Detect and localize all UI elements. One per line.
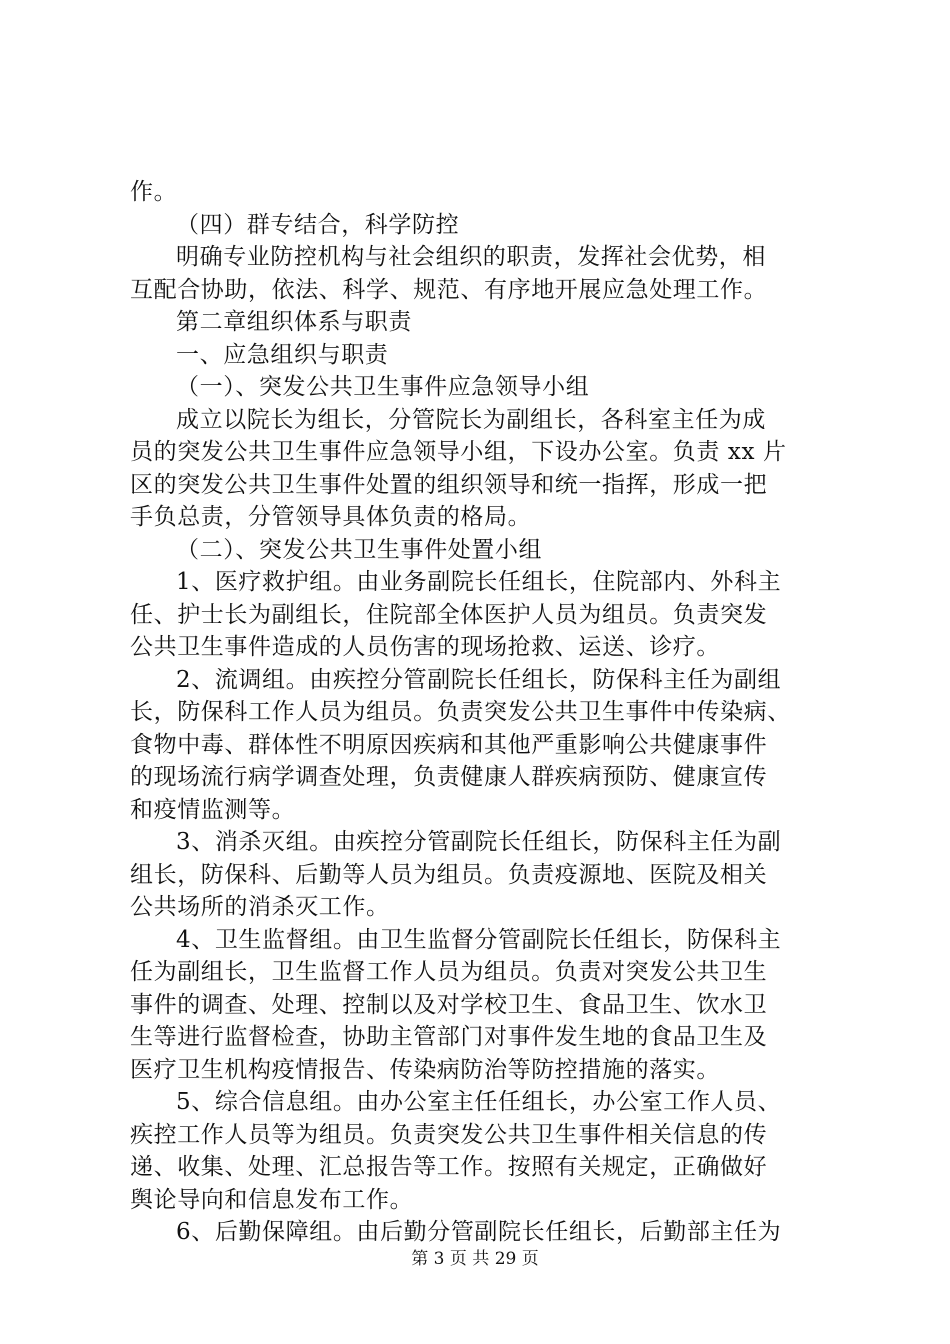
text-line: 成立以院长为组长，分管院长为副组长，各科室主任为成 xyxy=(176,406,766,433)
text-line: 和疫情监测等。 xyxy=(130,796,296,823)
text-line: 手负总责，分管领导具体负责的格局。 xyxy=(130,504,532,530)
text-line: 任为副组长，卫生监督工作人员为组员。负责对突发公共卫生 xyxy=(130,959,768,985)
text-line: 长，防保科工作人员为组员。负责突发公共卫生事件中传染病、 xyxy=(130,699,791,725)
document-body xyxy=(130,176,830,1249)
text-line: 食物中毒、群体性不明原因疾病和其他严重影响公共健康事件 xyxy=(130,731,768,758)
text-line: 公共场所的消杀灭工作。 xyxy=(130,894,390,920)
chapter-heading: 第二章组织体系与职责 xyxy=(176,309,412,335)
text-line: 互配合协助，依法、科学、规范、有序地开展应急处理工作。 xyxy=(130,276,768,303)
text-line: 组长，防保科、后勤等人员为组员。负责疫源地、医院及相关 xyxy=(130,861,768,888)
page-footer xyxy=(0,1244,950,1269)
page-number: 第 3 页 共 29 页 xyxy=(411,1249,539,1269)
text-line: 2、流调组。由疾控分管副院长任组长，防保科主任为副组 xyxy=(176,666,782,693)
text-line: 作。 xyxy=(130,179,178,205)
text-line: 6、后勤保障组。由后勤分管副院长任组长，后勤部主任为 xyxy=(176,1219,782,1245)
text-line: 生等进行监督检查，协助主管部门对事件发生地的食品卫生及 xyxy=(130,1024,768,1050)
text-line: 4、卫生监督组。由卫生监督分管副院长任组长，防保科主 xyxy=(176,926,782,953)
text-line: 5、综合信息组。由办公室主任任组长，办公室工作人员、 xyxy=(176,1089,782,1115)
text-line: 的现场流行病学调查处理，负责健康人群疾病预防、健康宣传 xyxy=(130,764,768,790)
text-line: 明确专业防控机构与社会组织的职责，发挥社会优势，相 xyxy=(176,244,766,270)
text-line: 1、医疗救护组。由业务副院长任组长，住院部内、外科主 xyxy=(176,569,782,595)
section-heading: （四）群专结合，科学防控 xyxy=(176,211,460,238)
text-line: 事件的调查、处理、控制以及对学校卫生、食品卫生、饮水卫 xyxy=(130,991,768,1018)
text-line: 递、收集、处理、汇总报告等工作。按照有关规定，正确做好 xyxy=(130,1154,768,1180)
text-line: 医疗卫生机构疫情报告、传染病防治等防控措施的落实。 xyxy=(130,1056,720,1083)
text-line: 舆论导向和信息发布工作。 xyxy=(130,1186,414,1213)
subsection-heading: （一）、突发公共卫生事件应急领导小组 xyxy=(176,374,590,400)
section-heading: 一、应急组织与职责 xyxy=(176,341,389,368)
text-line: 公共卫生事件造成的人员伤害的现场抢救、运送、诊疗。 xyxy=(130,634,720,660)
text-line: 3、消杀灭组。由疾控分管副院长任组长，防保科主任为副 xyxy=(176,829,782,855)
text-line: 区的突发公共卫生事件处置的组织领导和统一指挥，形成一把 xyxy=(130,471,768,498)
text-line: 疾控工作人员等为组员。负责突发公共卫生事件相关信息的传 xyxy=(130,1121,768,1148)
text-line: 员的突发公共卫生事件应急领导小组，下设办公室。负责 xx 片 xyxy=(130,439,787,465)
text-line: 任、护士长为副组长，住院部全体医护人员为组员。负责突发 xyxy=(130,601,768,628)
subsection-heading: （二）、突发公共卫生事件处置小组 xyxy=(176,536,543,563)
